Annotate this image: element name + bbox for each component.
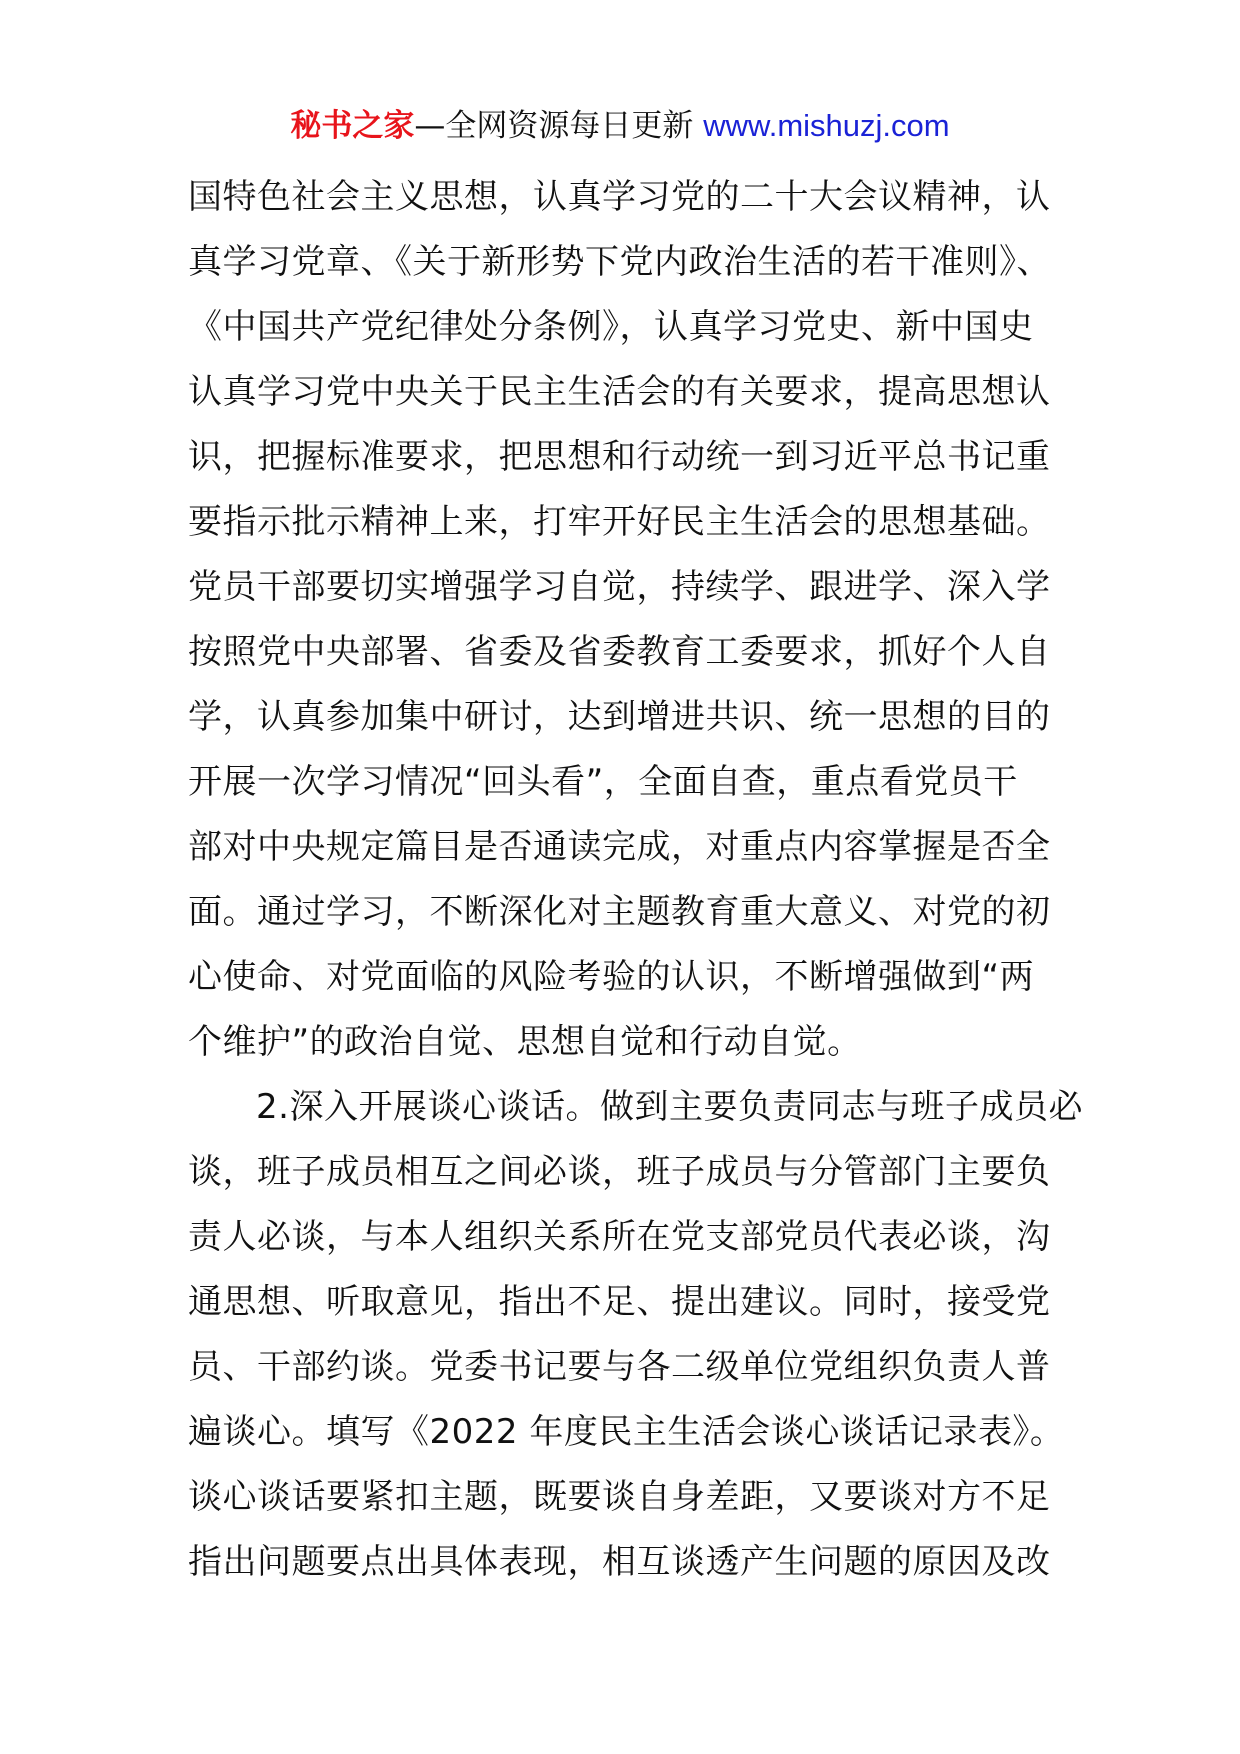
text-line: 学，认真参加集中研讨，达到增进共识、统一思想的目的 (188, 697, 1051, 737)
text-line: 谈心谈话要紧扣主题，既要谈自身差距，又要谈对方不足 (188, 1477, 1051, 1517)
text-line: 《中国共产党纪律处分条例》，认真学习党史、新中国史 (188, 307, 1034, 347)
text-line: 认真学习党中央关于民主生活会的有关要求，提高思想认 (188, 372, 1051, 412)
text-line: 国特色社会主义思想，认真学习党的二十大会议精神，认 (188, 177, 1051, 217)
text-line: 开展一次学习情况“回头看”，全面自查，重点看党员干 (188, 762, 1018, 802)
text-line: 面。通过学习，不断深化对主题教育重大意义、对党的初 (188, 892, 1051, 932)
text-line: 通思想、听取意见，指出不足、提出建议。同时，接受党 (188, 1282, 1051, 1322)
section-heading-line: 2.深入开展谈心谈话。做到主要负责同志与班子成员必 (256, 1087, 1083, 1127)
text-line: 按照党中央部署、省委及省委教育工委要求，抓好个人自 (188, 632, 1051, 672)
text-line: 个维护”的政治自觉、思想自觉和行动自觉。 (188, 1022, 862, 1062)
text-line: 党员干部要切实增强学习自觉，持续学、跟进学、深入学 (188, 567, 1051, 607)
site-tagline: —全网资源每日更新 (414, 108, 694, 144)
site-brand: 秘书之家 (290, 108, 415, 144)
text-line: 识，把握标准要求，把思想和行动统一到习近平总书记重 (188, 437, 1051, 477)
site-header (0, 104, 1240, 148)
text-line: 责人必谈，与本人组织关系所在党支部党员代表必谈，沟 (188, 1217, 1051, 1257)
text-line: 遍谈心。填写《2022 年度民主生活会谈心谈话记录表》。 (188, 1412, 1065, 1452)
document-body (188, 165, 1083, 1595)
text-line: 要指示批示精神上来，打牢开好民主生活会的思想基础。 (188, 502, 1051, 542)
text-line: 心使命、对党面临的风险考验的认识，不断增强做到“两 (188, 957, 1035, 997)
text-line: 员、干部约谈。党委书记要与各二级单位党组织负责人普 (188, 1347, 1051, 1387)
text-line: 谈，班子成员相互之间必谈，班子成员与分管部门主要负 (188, 1152, 1051, 1192)
site-url-link[interactable]: www.mishuzj.com (703, 108, 950, 143)
text-line: 指出问题要点出具体表现，相互谈透产生问题的原因及改 (188, 1542, 1051, 1582)
text-line: 真学习党章、《关于新形势下党内政治生活的若干准则》、 (188, 242, 1051, 282)
text-line: 部对中央规定篇目是否通读完成，对重点内容掌握是否全 (188, 827, 1051, 867)
